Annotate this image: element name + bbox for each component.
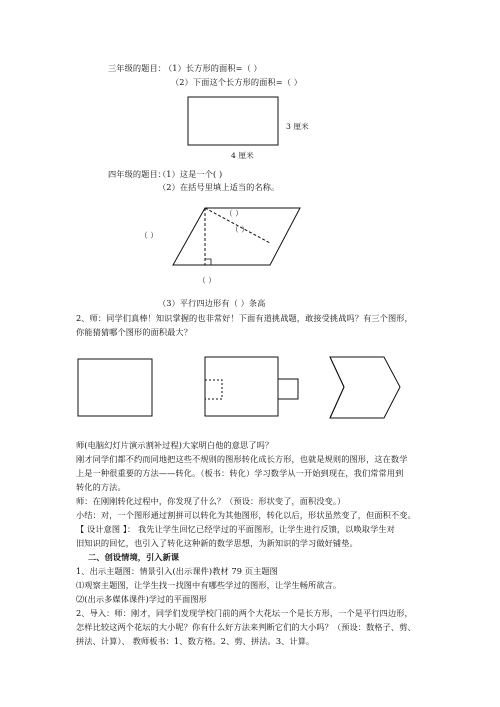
right-angle-mark (205, 259, 211, 265)
design-intent-2: 旧知识的回忆，也引入了转化这种新的数学思想，为新知识的学习做好铺垫。 (76, 538, 358, 548)
grade3-question-2: （2）下面这个长方形的面积=（ ） (171, 77, 302, 87)
paragraph-summary: 小结：对，一个图形通过割拼可以转化为其他图形，转化以后，形状虽然变了，但面积不变。 (76, 510, 416, 520)
paren-left: （ ） (140, 231, 158, 240)
paragraph-theme: 1、出示主题图：情景引入(出示课件)教材 79 页主题图 (76, 566, 278, 576)
paragraph-multimedia: ⑵(出示多媒体课件)学过的平面图形 (76, 594, 207, 604)
paragraph-intro-1: 2、导入：师：刚才，同学们发现学校门前的两个大花坛一个是长方形，一个是平行四边形， (76, 608, 413, 618)
challenge-rectangle (78, 359, 152, 416)
grade3-label: 三年级的题目： (108, 63, 167, 73)
parallelogram-figure (173, 208, 300, 265)
grade4-question-2: （2）在括号里填上适当的名称。 (158, 182, 280, 192)
paren-mid: （ ） (231, 225, 249, 234)
paren-top: （ ） (225, 209, 243, 218)
paragraph-transform-3: 转化的方法。 (76, 482, 126, 492)
paragraph-discovery: 师：在刚刚转化过程中，你发现了什么？（预设：形状变了，面积没变。） (76, 496, 346, 506)
challenge-arrow-shape (330, 357, 400, 418)
paragraph-observe: ⑴观察主题图，让学生找一找图中有哪些学过的图形，让学生畅所欲言。 (76, 580, 342, 590)
paren-bottom: （ ） (198, 276, 216, 285)
arrow-notch-upper (330, 357, 344, 387)
paragraph-demo: 师(电脑幻灯片演示割补过程)大家明白他的意思了吗？ (76, 440, 274, 450)
challenge-line-1: 2、师：同学们真棒！知识掌握的也非常好！下面有道挑战题，敢接受挑战吗？有三个图形， (76, 313, 413, 323)
section-heading: 二、创设情境，引入新课 (88, 552, 180, 562)
paragraph-transform-1: 刚才同学们都不约而同地把这些不规则的图形转化成长方形，也就是规则的图形，这在数学 (76, 454, 408, 464)
rectangle-length-label: 4 厘米 (231, 151, 254, 160)
challenge-notched-rectangle (205, 357, 278, 416)
grade4-question-3: （3）平行四边形有（ ）条高 (158, 298, 266, 308)
design-intent-1: 【 设计意图 】： 我先让学生回忆已经学过的平面图形，让学生进行反馈，以唤取学生对 (76, 524, 395, 534)
paragraph-intro-2: 怎样比较这两个花坛的大小呢？你有什么好方法来判断它们的大小吗？（预设：数格子、剪、 (76, 622, 416, 632)
paragraph-transform-2: 上是一种很重要的方法——转化。（板书：转化）学习数学从一开始到现在，我们常常用到 (76, 468, 404, 478)
dashed-notch (205, 380, 222, 399)
rectangle-width-label: 3 厘米 (286, 122, 309, 131)
paragraph-intro-3: 拼法、计算）、 教师板书：1、数方格。2、剪、拼法。3、计算。 (76, 636, 315, 646)
protruding-tab (278, 379, 298, 399)
challenge-line-2: 你能猜猜哪个图形的面积最大？ (76, 327, 193, 337)
grade4-question-1: （1）这是一个( ) (158, 169, 223, 179)
grade4-label: 四年级的题目： (108, 169, 167, 179)
diagonal-dashed-line (205, 208, 270, 243)
arrow-notch-lower (330, 387, 344, 418)
rectangle-figure (188, 97, 278, 145)
grade3-question-1: （1）长方形的面积=（ ） (164, 63, 262, 73)
